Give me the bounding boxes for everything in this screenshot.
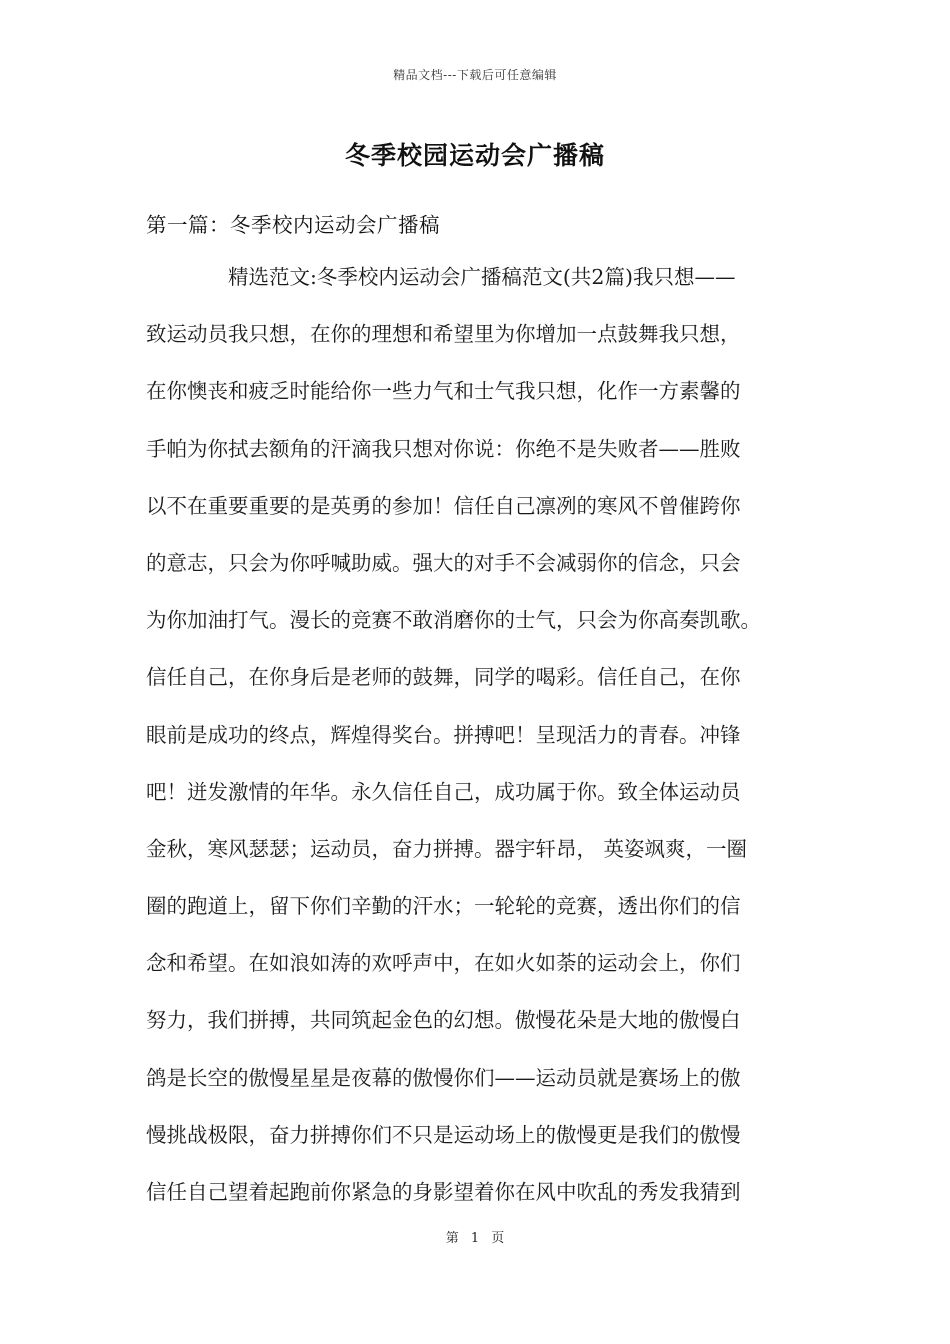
body-line: 精选范文:冬季校内运动会广播稿范文(共2篇)我只想—— (228, 265, 736, 289)
body-line: 信任自己，在你身后是老师的鼓舞，同学的喝彩。信任自己，在你 (146, 665, 741, 690)
body-line: 鸽是长空的傲慢星星是夜幕的傲慢你们——运动员就是赛场上的傲 (146, 1065, 741, 1090)
body-line: 努力，我们拼搏，共同筑起金色的幻想。傲慢花朵是大地的傲慢白 (146, 1008, 741, 1033)
document-title: 冬季校园运动会广播稿 (344, 141, 605, 170)
body-line: 吧！迸发激情的年华。永久信任自己，成功属于你。致全体运动员 (146, 779, 741, 804)
body-line: 金秋，寒风瑟瑟；运动员，奋力拼搏。器宇轩昂， 英姿飒爽，一圈 (146, 836, 748, 861)
page-number: 1 (470, 1231, 480, 1246)
footer-suffix: 页 (491, 1231, 505, 1246)
body-line: 圈的跑道上，留下你们辛勤的汗水；一轮轮的竞赛，透出你们的信 (146, 894, 741, 919)
body-line: 手帕为你拭去额角的汗滴我只想对你说：你绝不是失败者——胜败 (146, 436, 741, 461)
body-line: 致运动员我只想，在你的理想和希望里为你增加一点鼓舞我只想， (146, 322, 741, 347)
footer-prefix: 第 (445, 1231, 459, 1246)
section-heading: 第一篇：冬季校内运动会广播稿 (146, 213, 440, 237)
body-line: 眼前是成功的终点，辉煌得奖台。拼搏吧！呈现活力的青春。冲锋 (146, 722, 741, 747)
body-line: 在你懊丧和疲乏时能给你一些力气和士气我只想，化作一方素馨的 (146, 379, 741, 404)
body-line: 信任自己望着起跑前你紧急的身影望着你在风中吹乱的秀发我猜到 (146, 1180, 741, 1204)
header-note: 精品文档---下载后可任意编辑 (393, 68, 557, 82)
body-line: 念和希望。在如浪如涛的欢呼声中，在如火如荼的运动会上，你们 (146, 951, 741, 976)
body-line: 以不在重要重要的是英勇的参加！信任自己凛冽的寒风不曾催跨你 (146, 493, 741, 518)
body-line: 为你加油打气。漫长的竞赛不敢消磨你的士气，只会为你高奏凯歌。 (146, 608, 761, 633)
body-text (146, 259, 826, 1231)
body-line: 的意志，只会为你呼喊助威。强大的对手不会减弱你的信念，只会 (146, 550, 741, 575)
body-line: 慢挑战极限，奋力拼搏你们不只是运动场上的傲慢更是我们的傲慢 (146, 1122, 741, 1147)
page-footer (0, 1227, 950, 1246)
